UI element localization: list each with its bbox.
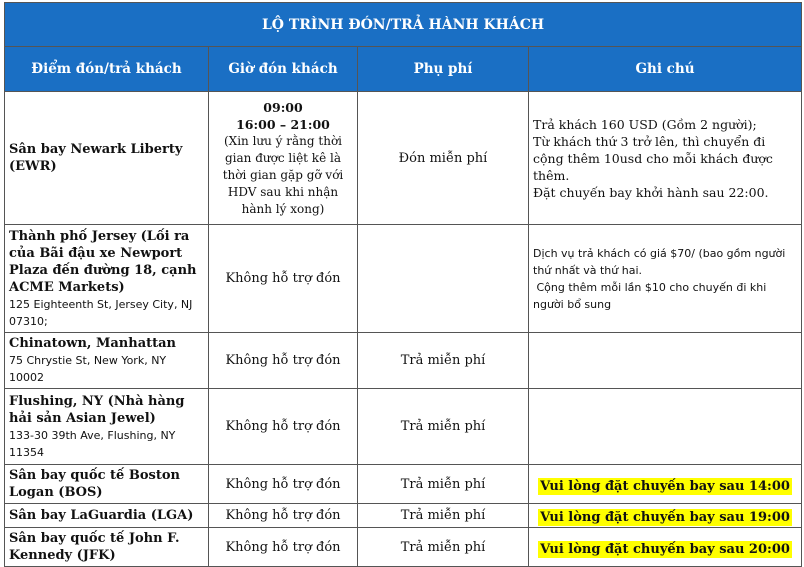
location-cell [5,528,209,567]
flight-time-highlight: Vui lòng đặt chuyến bay sau 19:00 [540,510,790,525]
pickup-time-1: 09:00 [263,99,303,115]
table-row [5,225,802,333]
pickup-time-cell: Không hỗ trợ đón [209,528,358,567]
location-name: Flushing, NY (Nhà hàng hải sản Asian Jewel) [9,393,185,426]
pickup-time-cell: Không hỗ trợ đón [209,465,358,504]
location-name: Sân bay Newark Liberty (EWR) [9,142,183,174]
location-name: Sân bay quốc tế Boston Logan (BOS) [9,468,180,500]
fee-cell: Trả miễn phí [358,528,529,567]
fee-cell: Trả miễn phí [358,504,529,528]
location-cell [5,465,209,504]
notes-cell [529,333,802,389]
note-line: Cộng thêm mỗi lần $10 cho chuyến đi khi người bổ sung [533,280,770,311]
location-name: Chinatown, Manhattan [9,336,177,351]
location-address: 133-30 39th Ave, Flushing, NY 11354 [9,428,176,459]
location-name: Sân bay quốc tế John F. Kennedy (JFK) [9,531,180,563]
notes-cell [529,465,802,504]
fee-cell: Trả miễn phí [358,389,529,465]
notes-cell [529,92,802,225]
location-cell [5,225,209,333]
table-row [5,465,802,504]
notes-cell [529,225,802,333]
table-row [5,504,802,528]
pickup-time-cell: Không hỗ trợ đón [209,389,358,465]
notes-cell [529,528,802,567]
pickup-time-note: (Xin lưu ý rằng thời gian được liệt kê là thời gian gặp gỡ với HDV sau khi nhận hành lý xong) [222,133,344,216]
pickup-dropoff-table [4,2,802,567]
fee-cell: Đón miễn phí [358,92,529,225]
location-address: 75 Chrystie St, New York, NY 10002 [9,354,167,384]
table-header-row [5,47,802,92]
table-row [5,92,802,225]
fee-cell: Trả miễn phí [358,465,529,504]
column-header-notes: Ghi chú [529,47,802,92]
table-title: LỘ TRÌNH ĐÓN/TRẢ HÀNH KHÁCH [5,3,802,47]
location-cell [5,389,209,465]
table-row [5,389,802,465]
location-name: Thành phố Jersey (Lối ra của Bãi đậu xe Newport Plaza đến đường 18, cạnh ACME Markets) [9,228,197,295]
column-header-pickup-time: Giờ đón khách [209,47,358,92]
note-line: Dịch vụ trả khách có giá $70/ (bao gồm người thứ nhất và thứ hai. [533,246,789,277]
table-row [5,528,802,567]
pickup-time-cell: Không hỗ trợ đón [209,504,358,528]
pickup-time-cell: Không hỗ trợ đón [209,333,358,389]
note-line: Đặt chuyến bay khởi hành sau 22:00. [533,184,769,200]
pickup-time-cell: Không hỗ trợ đón [209,225,358,333]
table-row [5,333,802,389]
fee-cell: Trả miễn phí [358,333,529,389]
note-line: Trả khách 160 USD (Gồm 2 người); [533,116,757,132]
location-address: 125 Eighteenth St, Jersey City, NJ 07310; [9,297,193,328]
flight-time-highlight: Vui lòng đặt chuyến bay sau 14:00 [540,478,790,494]
column-header-fee: Phụ phí [358,47,529,92]
pickup-time-2: 16:00 – 21:00 [236,116,330,132]
location-cell [5,504,209,528]
location-name: Sân bay LaGuardia (LGA) [9,508,194,523]
column-header-location: Điểm đón/trả khách [5,47,209,92]
pickup-time-cell [209,92,358,225]
note-line: Từ khách thứ 3 trở lên, thì chuyển đi cộng thêm 10usd cho mỗi khách được thêm. [533,133,773,183]
location-cell [5,92,209,225]
notes-cell [529,504,802,528]
table-title-row [5,3,802,47]
fee-cell [358,225,529,333]
flight-time-highlight: Vui lòng đặt chuyến bay sau 20:00 [540,541,790,557]
location-cell [5,333,209,389]
notes-cell [529,389,802,465]
